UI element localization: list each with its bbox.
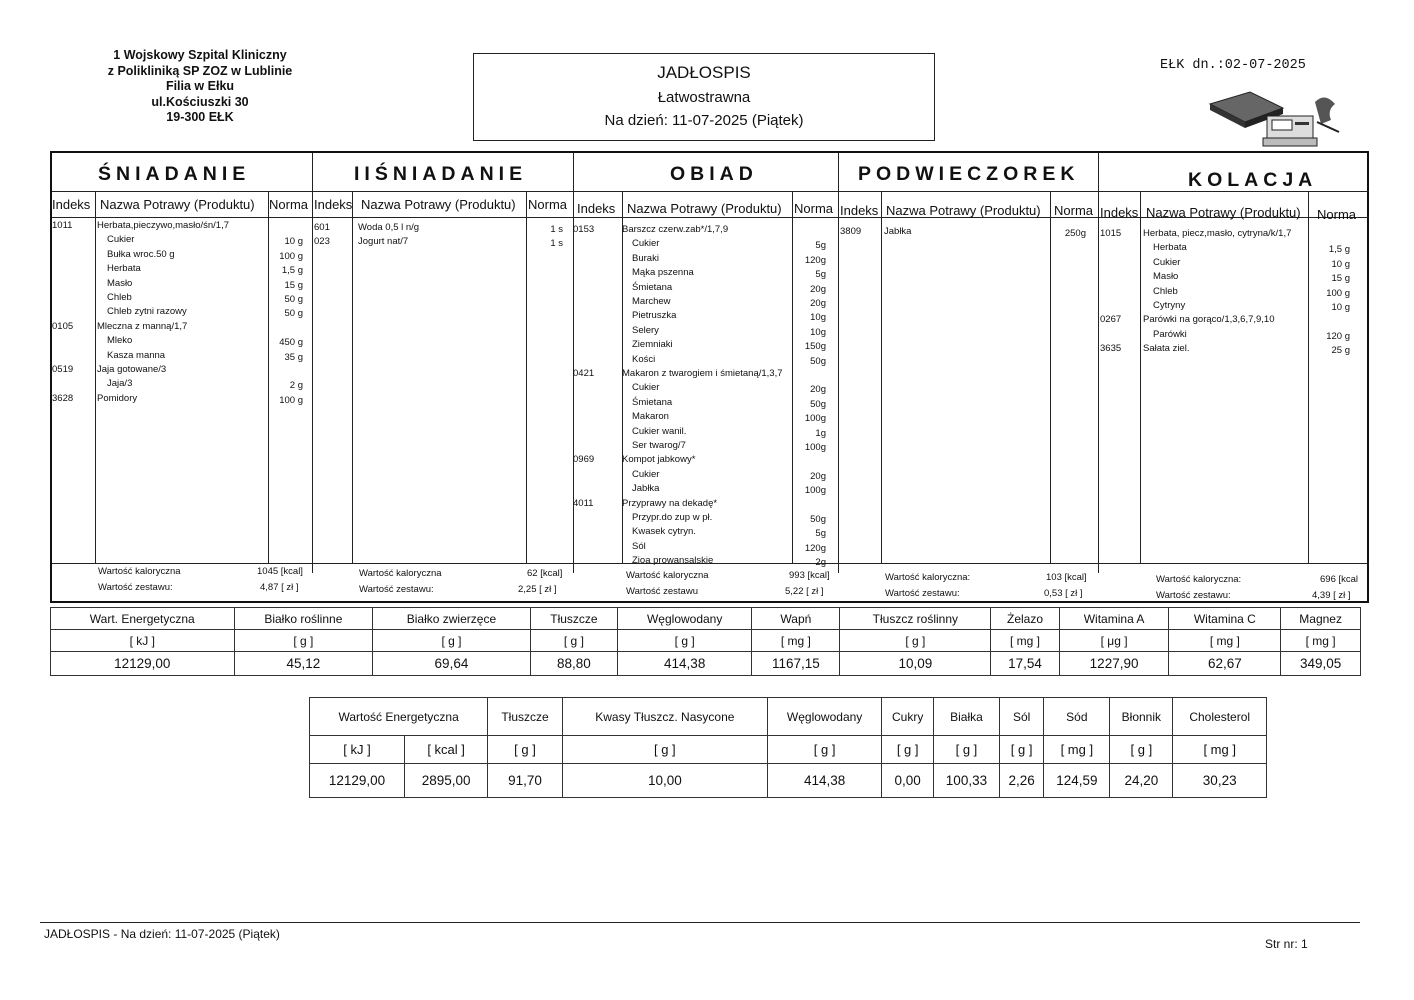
col-header-index: Indeks [1100,205,1139,220]
nutrient-unit: [ g ] [562,736,767,764]
cost-label: Wartość zestawu: [98,582,173,593]
ingredient-name: Masło [1153,271,1179,283]
cost-value: 5,22 [ zł ] [785,586,824,597]
ingredient-name: Śmietana [632,281,673,293]
col-header-norm: Norma [1317,207,1357,222]
dish-name: Herbata, piecz,masło, cytryna/k/1,7 [1143,228,1292,239]
nutrient-value: 17,54 [991,652,1059,676]
nutrient-header: Żelazo [991,608,1059,630]
ingredient-name: Mąka pszenna [632,267,694,279]
item-norm: 100 g [279,250,303,262]
ingredient-name: Jaja/3 [107,378,133,390]
ingredient-name: Cytryny [1153,300,1186,311]
dish-name: Przyprawy na dekadę* [622,497,718,509]
hospital-line: z Polikliniką SP ZOZ w Lublinie [107,63,293,78]
ingredient-name: Buraki [632,252,659,264]
col-header-name: Nazwa Potrawy (Produktu) [627,201,782,216]
ingredient-name: Ser twarog/7 [632,440,686,451]
hospital-line: Filia w Ełku [165,79,235,93]
menu-date: Na dzień: 11-07-2025 (Piątek) [604,112,804,129]
cost-label: Wartość zestawu [626,586,698,597]
item-index: 601 [314,222,330,233]
cost-value: 0,53 [ zł ] [1044,588,1083,599]
item-norm: 10 g [1331,302,1350,313]
item-norm: 5g [815,240,826,252]
nutrient-value: 12129,00 [51,652,235,676]
nutrient-header: Białko roślinne [234,608,373,630]
item-norm: 10 g [284,236,303,248]
item-index: 4011 [573,497,594,509]
item-norm: 1g [815,427,826,439]
item-index: 3635 [1100,343,1122,355]
nutrient-unit: [ mg ] [752,630,840,652]
nutrient-header: Białka [934,698,1000,736]
diet-name: Łatwostrawna [657,89,751,106]
ingredient-name: Cukier [632,468,660,480]
nutrient-value: 349,05 [1281,652,1361,676]
dish-name: Herbata,pieczywo,masło/śn/1,7 [97,220,230,231]
item-index: 0421 [573,368,595,379]
nutrient-header: Sól [999,698,1044,736]
ingredient-name: Przypr.do zup w pł. [632,512,713,523]
ingredient-name: Chleb zytni razowy [107,306,187,318]
item-norm: 15 g [1331,273,1350,285]
item-index: 3809 [840,226,862,237]
item-norm: 1 s [550,238,563,250]
kcal-label: Wartość kaloryczna [98,566,181,577]
nutrient-unit: [ g ] [1110,736,1173,764]
item-norm: 15 g [284,279,303,291]
nutrient-value: 10,09 [840,652,991,676]
nutrient-unit: [ g ] [882,736,934,764]
ingredient-name: Herbata [107,263,141,275]
item-norm: 250g [1064,228,1086,239]
col-header-name: Nazwa Potrawy (Produktu) [361,197,516,212]
item-index: 0153 [573,224,595,235]
ingredient-name: Cukier [632,382,660,394]
nutrient-unit: [ mg ] [1173,736,1267,764]
nutrient-header: Wart. Energetyczna [51,608,235,630]
meal-title-podwieczorek: PODWIECZOREK [858,163,1080,185]
nutrient-header: Cholesterol [1173,698,1267,736]
nutrient-unit: [ kJ ] [310,736,405,764]
ingredient-name: Chleb [1153,285,1178,297]
item-index: 0969 [573,454,595,466]
col-header-index: Indeks [577,201,616,216]
item-index: 1011 [52,220,73,231]
item-norm: 50 g [284,294,303,305]
nutrient-unit: [ mg ] [1281,630,1361,652]
ingredient-name: Cukier [107,234,135,246]
item-norm: 2g [815,557,826,569]
nutrient-value: 24,20 [1110,764,1173,798]
col-header-name: Nazwa Potrawy (Produktu) [100,197,255,212]
nutrient-value: 2,26 [999,764,1044,798]
item-norm: 120g [804,542,826,554]
col-header-name: Nazwa Potrawy (Produktu) [886,203,1041,218]
nutrient-unit: [ mg ] [1169,630,1281,652]
item-norm: 50g [810,398,826,410]
item-norm: 100g [804,413,826,425]
nutrient-header: Węglowodany [618,608,752,630]
kcal-value: 993 [kcal] [789,570,830,581]
cost-value: 2,25 [ zł ] [518,584,557,595]
nutrient-value: 1227,90 [1059,652,1169,676]
nutrient-header: Witamina C [1169,608,1281,630]
dish-name: Jogurt nat/7 [358,236,409,248]
divider [352,191,353,563]
ingredient-name: Makaron [632,411,669,423]
divider [1308,191,1309,563]
nutrient-unit: [ g ] [234,630,373,652]
item-norm: 100 g [279,394,303,406]
item-index: 0519 [52,364,74,375]
book-computer-icon [1205,82,1345,150]
ingredient-name: Jabłka [632,483,660,495]
nutrient-unit: [ g ] [999,736,1044,764]
ingredient-name: Cukier [632,238,660,250]
divider [1050,191,1051,563]
nutrient-header: Węglowodany [767,698,881,736]
divider [312,153,313,573]
ingredient-name: Kasza manna [107,349,166,361]
nutrient-header: Sód [1044,698,1110,736]
nutrient-header: Cukry [882,698,934,736]
page-title: JADŁOSPIS [657,63,751,82]
dish-name: Woda 0,5 l n/g [358,222,420,233]
nutrient-value: 2895,00 [404,764,487,798]
item-norm: 100 g [1326,287,1350,299]
item-norm: 5g [815,269,826,281]
nutrient-unit: [ mg ] [1044,736,1110,764]
item-norm: 1,5 g [281,265,303,277]
item-norm: 20g [810,283,826,295]
nutrient-header: Błonnik [1110,698,1173,736]
nutrient-unit: [ g ] [767,736,881,764]
ingredient-name: Zioa prowansalskie [632,555,714,567]
kcal-label: Wartość kaloryczna [359,568,442,579]
item-norm: 20g [810,298,826,309]
item-norm: 1,5 g [1328,244,1350,256]
col-header-norm: Norma [794,201,834,216]
cost-value: 4,39 [ zł ] [1312,590,1351,601]
dish-name: Barszcz czerw.zab*/1,7,9 [622,224,729,235]
item-norm: 50g [810,514,826,525]
ingredient-name: Herbata [1153,242,1187,254]
col-header-norm: Norma [1054,203,1094,218]
item-norm: 1 s [550,224,563,235]
meal-title-ii-sniadanie: IIŚNIADANIE [354,163,528,185]
ingredient-name: Kwasek cytryn. [632,526,696,538]
cost-label: Wartość zestawu: [885,588,960,599]
ingredient-name: Cukier wanil. [632,425,687,437]
item-norm: 2 g [289,380,303,392]
ingredient-name: Kości [632,353,656,365]
item-norm: 5g [815,528,826,540]
issue-date: EŁK dn.:02-07-2025 [1160,58,1306,73]
dish-name: Pomidory [97,392,138,404]
nutrient-value: 12129,00 [310,764,405,798]
meal-title-obiad: OBIAD [670,163,758,185]
item-norm: 120g [804,254,826,266]
col-header-name: Nazwa Potrawy (Produktu) [1146,205,1301,220]
item-norm: 150g [804,341,826,353]
cost-value: 4,87 [ zł ] [260,582,299,593]
nutrient-header: Wapń [752,608,840,630]
kcal-label: Wartość kaloryczna: [1156,574,1242,585]
nutrient-unit: [ mg ] [991,630,1059,652]
dish-name: Kompot jabkowy* [622,454,696,466]
item-index: 3628 [52,392,74,404]
item-index: 0105 [52,320,74,332]
divider [838,153,839,573]
ingredient-name: Marchew [632,296,671,307]
dish-name: Sałata ziel. [1143,343,1190,355]
divider [1098,153,1099,573]
nutrient-unit: [ g ] [530,630,617,652]
item-norm: 20g [810,384,826,396]
item-norm: 450 g [279,337,303,349]
ingredient-name: Cukier [1153,256,1181,268]
nutrient-unit: [ kJ ] [51,630,235,652]
nutrient-value: 62,67 [1169,652,1281,676]
dish-name: Jabłka [884,226,912,237]
col-header-index: Indeks [314,197,353,212]
nutrition-table [50,607,1361,676]
item-index: 1015 [1100,228,1122,239]
item-norm: 50g [810,355,826,367]
item-index: 023 [314,236,330,248]
kcal-label: Wartość kaloryczna: [885,572,971,583]
dish-name: Jaja gotowane/3 [97,364,167,375]
hospital-line: 1 Wojskowy Szpital Kliniczny [113,48,287,62]
item-norm: 100g [804,442,826,453]
nutrient-header: Magnez [1281,608,1361,630]
page-number: Str nr: 1 [1265,937,1308,951]
kcal-label: Wartość kaloryczna [626,570,709,581]
nutrient-header: Tłuszcz roślinny [840,608,991,630]
ingredient-name: Mleko [107,335,133,347]
col-header-index: Indeks [840,203,879,218]
title-box [473,53,935,141]
divider [881,191,882,563]
ingredient-name: Pietruszka [632,310,677,322]
divider [52,191,1369,192]
nutrient-value: 10,00 [562,764,767,798]
dish-name: Mleczna z manną/1,7 [97,320,188,332]
item-index: 0267 [1100,314,1122,326]
cost-label: Wartość zestawu: [1156,590,1231,601]
ingredient-name: Bułka wroc.50 g [107,248,175,260]
col-header-norm: Norma [528,197,568,212]
nutrient-value: 69,64 [373,652,531,676]
item-norm: 50 g [284,308,303,320]
nutrient-header: Kwasy Tłuszcz. Nasycone [562,698,767,736]
nutrient-value: 124,59 [1044,764,1110,798]
dish-name: Parówki na gorąco/1,3,6,7,9,10 [1143,314,1275,326]
nutrient-unit: [ g ] [618,630,752,652]
footer-title: JADŁOSPIS - Na dzień: 11-07-2025 (Piątek) [44,927,280,941]
ingredient-name: Masło [107,277,133,289]
menu-table [50,151,1369,603]
item-norm: 100g [804,485,826,497]
col-header-index: Indeks [52,197,91,212]
nutrient-value: 91,70 [488,764,562,798]
ingredient-name: Selery [632,324,659,336]
divider [792,191,793,563]
kcal-value: 103 [kcal] [1046,572,1087,583]
ingredient-name: Sól [632,540,646,552]
nutrient-value: 414,38 [767,764,881,798]
divider [1140,191,1141,563]
meal-title-kolacja: KOLACJA [1188,169,1318,191]
footer-divider [40,922,1360,923]
nutrient-unit: [ g ] [488,736,562,764]
energy-header: Wartość Energetyczna [310,698,488,736]
nutrient-value: 30,23 [1173,764,1267,798]
nutrient-unit: [ g ] [934,736,1000,764]
nutrient-value: 45,12 [234,652,373,676]
dish-name: Makaron z twarogiem i śmietaną/1,3,7 [622,368,783,379]
hospital-line: ul.Kościuszki 30 [151,94,249,109]
kcal-value: 696 [kcal [1320,574,1359,585]
kcal-value: 62 [kcal] [527,568,563,579]
item-norm: 25 g [1331,345,1350,357]
nutrient-header: Tłuszcze [488,698,562,736]
nutrient-value: 100,33 [934,764,1000,798]
ingredient-name: Parówki [1153,328,1187,340]
item-norm: 35 g [284,351,303,363]
cost-label: Wartość zestawu: [359,584,434,595]
hospital-line: 19-300 EŁK [166,110,234,124]
divider [526,191,527,563]
nutrition-summary-table [309,697,1267,798]
nutrient-unit: [ kcal ] [404,736,487,764]
ingredient-name: Ziemniaki [632,339,673,351]
nutrient-header: Tłuszcze [530,608,617,630]
nutrient-header: Witamina A [1059,608,1169,630]
nutrient-value: 414,38 [618,652,752,676]
ingredient-name: Śmietana [632,396,673,408]
item-norm: 20g [810,470,826,482]
item-norm: 10g [810,312,826,324]
nutrient-unit: [ μg ] [1059,630,1169,652]
nutrient-header: Białko zwierzęce [373,608,531,630]
item-norm: 10g [810,326,826,338]
nutrient-value: 0,00 [882,764,934,798]
col-header-norm: Norma [269,197,309,212]
divider [95,191,96,563]
kcal-value: 1045 [kcal] [257,566,303,577]
meal-title-sniadanie: ŚNIADANIE [98,163,251,185]
hospital-address [80,48,320,126]
divider [268,191,269,563]
nutrient-unit: [ g ] [373,630,531,652]
nutrient-unit: [ g ] [840,630,991,652]
nutrient-value: 88,80 [530,652,617,676]
ingredient-name: Chleb [107,292,132,303]
nutrient-value: 1167,15 [752,652,840,676]
item-norm: 120 g [1326,330,1350,342]
item-norm: 10 g [1331,258,1350,270]
